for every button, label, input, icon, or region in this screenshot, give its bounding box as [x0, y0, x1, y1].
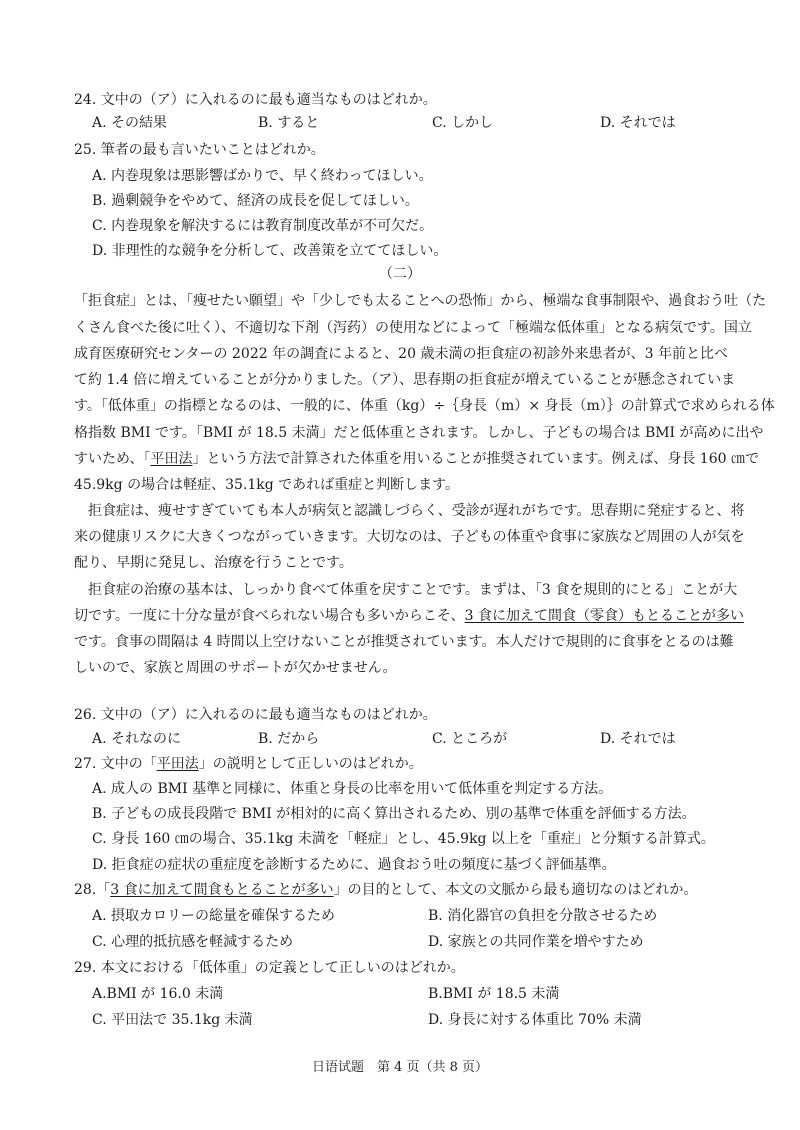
q29-option-c: C. 平田法で 35.1kg 未満 — [92, 1012, 253, 1028]
q28-stem — [74, 880, 734, 900]
q25-option-d: D. 非理性的な競争を分析して、改善策を立ててほしい。 — [92, 243, 448, 259]
passage-p1-line7 — [74, 449, 759, 469]
q29-option-b: B.BMI が 18.5 未満 — [428, 986, 560, 1002]
q28-options-row2 — [92, 932, 732, 952]
q28-option-b: B. 消化器官の負担を分散させるため — [428, 908, 658, 924]
q27-underlined-term: 平田法 — [156, 756, 199, 772]
passage-text: 切です。一度に十分な量が食べられない場合も多いからこそ、 — [74, 608, 465, 624]
q27-option-d: D. 拒食症の症状の重症度を診断するために、過食おう吐の頻度に基づく評価基準。 — [92, 857, 616, 873]
q26-option-d: D. それでは — [600, 731, 676, 747]
passage-p1-line1: 「拒食症」とは、「痩せたい願望」や「少しでも太ることへの恐怖」から、極端な食事制限や、過食おう吐（た — [74, 293, 767, 309]
q24-stem: 24. 文中の（ア）に入れるのに最も適当なものはどれか。 — [74, 92, 437, 108]
q26-stem: 26. 文中の（ア）に入れるのに最も適当なものはどれか。 — [74, 707, 437, 723]
q28-option-c: C. 心理的抵抗感を軽減するため — [92, 934, 294, 950]
q24-option-d: D. それでは — [600, 115, 676, 131]
q29-option-a: A.BMI が 16.0 未満 — [92, 986, 224, 1002]
q27-option-a: A. 成人の BMI 基準と同様に、体重と身長の比率を用いて低体重を判定する方法。 — [92, 781, 613, 797]
q25-option-b: B. 過剰競争をやめて、経済の成長を促してほしい。 — [92, 193, 419, 209]
q25-stem: 25. 筆者の最も言いたいことはどれか。 — [74, 142, 325, 158]
q28-underlined-phrase: 3 食に加えて間食もとることが多い — [110, 882, 334, 898]
page-footer: 日语试题 第 4 页（共 8 页） — [311, 1060, 489, 1075]
q27-stem-text: 27. 文中の「 — [74, 756, 157, 772]
q24-option-a: A. その結果 — [92, 115, 168, 131]
q25-option-a: A. 内巻現象は悪影響ばかりで、早く終わってほしい。 — [92, 168, 433, 184]
passage-p2-line2: 来の健康リスクに大きくつながっていきます。大切なのは、子どもの体重や食事に家族など周囲の人が気を — [74, 529, 745, 545]
passage-p2-line3: 配り、早期に発見し、治療を行うことです。 — [74, 555, 353, 571]
q26-option-a: A. それなのに — [92, 731, 182, 747]
q29-options-row1 — [92, 984, 732, 1004]
passage-text: すいため、「 — [74, 451, 151, 467]
passage-p3-line3: です。食事の間隔は 4 時間以上空けないことが推奨されています。本人だけで規則的に食事をとるのは難 — [74, 634, 734, 650]
passage-p1-line4: て約 1.4 倍に増えていることが分かりました。（ア）、思春期の拒食症が増えていることが懸念されていま — [74, 372, 736, 388]
q24-option-c: C. しかし — [432, 115, 494, 131]
q24-option-b: B. すると — [258, 115, 320, 131]
q27-option-b: B. 子どもの成長段階で BMI が相対的に高く算出されるため、別の基準で体重を評価する方法。 — [92, 806, 696, 822]
passage-p1-line8: 45.9kg の場合は軽症、35.1kg であれば重症と判断します。 — [74, 477, 460, 493]
section-title: （二） — [379, 266, 421, 282]
q27-stem-text: 」の説明として正しいのはどれか。 — [198, 756, 423, 772]
underlined-phrase-kanshoku: 3 食に加えて間食（零食）もとることが多い — [464, 608, 744, 624]
passage-p1-line3: 成育医療研究センターの 2022 年の調査によると、20 歳未満の拒食症の初診外来患者が、3 年前と比べ — [74, 346, 728, 362]
q29-stem: 29. 本文における「低体重」の定義として正しいのはどれか。 — [74, 960, 465, 976]
underlined-term-hiratahou: 平田法 — [150, 451, 193, 467]
q26-option-c: C. ところが — [432, 731, 508, 747]
passage-p3-line1: 拒食症の治療の基本は、しっかり食べて体重を戻すことです。まずは、「3 食を規則的にとる」ことが大 — [88, 582, 738, 598]
q26-options — [92, 729, 732, 749]
passage-p3-line2 — [74, 606, 744, 626]
q27-stem — [74, 754, 734, 774]
q29-option-d: D. 身長に対する体重比 70% 未満 — [428, 1012, 642, 1028]
passage-p3-line4: しいので、家族と周囲のサポートが欠かせません。 — [74, 660, 397, 676]
passage-p1-line5: す。「低体重」の指標となるのは、一般的に、体重（kg）÷｛身長（m）× 身長（m）｝の計算式で求められる体 — [74, 398, 775, 414]
passage-p1-line2: くさん食べた後に吐く）、不適切な下剤（泻药）の使用などによって「極端な低体重」となる病気です。国立 — [74, 320, 752, 336]
q28-option-a: A. 摂取カロリーの総量を確保するため — [92, 908, 336, 924]
q28-stem-text: 28.「 — [74, 882, 111, 898]
passage-p1-line6: 格指数 BMI です。「BMI が 18.5 未満」だと低体重とされます。しかし、子どもの場合は BMI が高めに出や — [74, 425, 764, 441]
q26-option-b: B. だから — [258, 731, 320, 747]
q28-option-d: D. 家族との共同作業を増やすため — [428, 934, 644, 950]
passage-p2-line1: 拒食症は、痩せすぎていても本人が病気と認識しづらく、受診が遅れがちです。思春期に発症すると、将 — [88, 503, 745, 519]
q25-option-c: C. 内巻現象を解決するには教育制度改革が不可欠だ。 — [92, 218, 434, 234]
passage-text: 」という方法で計算された体重を用いることが推奨されています。例えば、身長 160 ㎝で — [192, 451, 759, 467]
q29-options-row2 — [92, 1010, 732, 1030]
q28-options-row1 — [92, 906, 732, 926]
q28-stem-text: 」の目的として、本文の文脈から最も適切なのはどれか。 — [333, 882, 698, 898]
q24-options — [92, 113, 732, 133]
q27-option-c: C. 身長 160 ㎝の場合、35.1kg 未満を「軽症」とし、45.9kg 以上を「重症」と分類する計算式。 — [92, 831, 715, 847]
